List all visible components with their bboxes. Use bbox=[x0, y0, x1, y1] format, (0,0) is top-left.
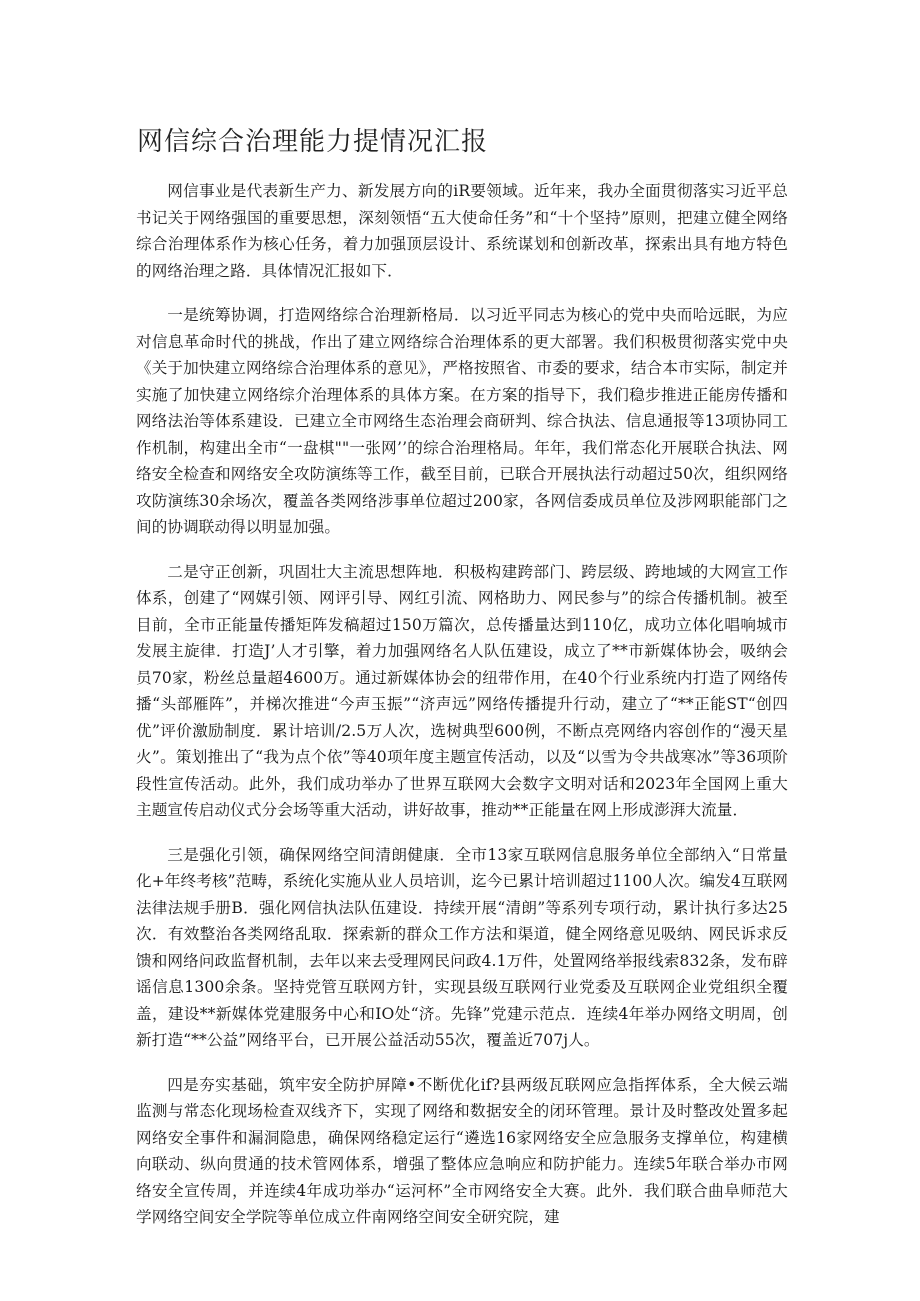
document-body bbox=[136, 178, 788, 1249]
document-title: 网信综合治理能力提情况汇报 bbox=[137, 127, 489, 157]
paragraph-intro: 网信事业是代表新生产力、新发展方向的iR要领域。近年来，我办全面贯彻落实习近平总书记关于网络强国的重要思想，深刻领悟“五大使命任务”和“十个坚持”原则，把建立健全网络综合治理体系作为核心任务，着力加强顶层设计、系统谋划和创新改革，探索出具有地方特色的网络治理之路．具体情况汇报如下． bbox=[136, 182, 788, 280]
paragraph-guidance: 三是强化引领，确保网络空间清朗健康．全市13家互联网信息服务单位全部纳入“日常量化+年终考核”范畴，系统化实施从业人员培训，迄今已累计培训超过1100人次。编发4互联网法律法规手册B．强化网信执法队伍建设．持续开展“清朗”等系列专项行动，累计执行多达25次．有效整治各类网络乱取．探索新的群众工作方法和渠道，健全网络意见吸纳、网民诉求反馈和网络问政监督机制，去年以来去受理网民问政4.1万件，处置网络举报线索832条，发布辟谣信息1300余条。坚持党管互联网方针，实现县级互联网行业党委及互联网企业党组织全覆盖，建设**新媒体党建服务中心和IO处“济。先锋”党建示范点．连续4年举办网络文明周，创新打造“**公益”网络平台，已开展公益活动55次，覆盖近707j人。 bbox=[136, 845, 789, 1049]
paragraph-innovation: 二是守正创新，巩固壮大主流思想阵地．积极构建跨部门、跨层级、跨地域的大网宣工作体系，创建了“网媒引领、网评引导、网红引流、网格助力、网民参与”的综合传播机制。被至目前，全市正能量传播矩阵发稿超过150万篇次，总传播量达到110亿，成功立体化唱响城市发展主旋律．打造J’人才引擎，着力加强网络名人队伍建设，成立了**市新媒体协会，吸纳会员70家，粉丝总量超4600万。通过新媒体协会的纽带作用，在40个行业系统内打造了网络传播“头部雁阵”，并梯次推进“今声玉振”“济声远”网络传播提升行动，建立了“**正能ST“创四优”评价激励制度．累计培训/2.5万人次，选树典型600例，不断点亮网络内容创作的“漫天星火”。策划推出了“我为点个依”等40项年度主题宣传活动，以及“以雪为令共战寒冰”等36项阶段性宣传活动。此外，我们成功举办了世界互联网大会数字文明对话和2023年全国网上重大主题宣传启动仪式分会场等重大活动，讲好故事，推动**正能量在网上形成澎湃大流量． bbox=[136, 562, 788, 819]
paragraph-coordination: 一是统筹协调，打造网络综合治理新格局．以习近平同志为核心的党中央而哈远眠，为应对信息革命时代的挑战，作出了建立网络综合治理体系的更大部署。我们积极贯彻落实党中央《关于加快建立网络综合治理体系的意见》，严格按照省、市委的要求，结合本市实际，制定并实施了加快建立网络综介治理体系的具体方案。在方案的指导下，我们稳步推进正能房传播和网络法治等体系建设．已建立全市网络生态治理会商研判、综合执法、信息通报等13项协同工作机制，构建出全市“一盘棋""一张网’’的综合治理格局。年年，我们常态化开展联合执法、网络安全检查和网络安全攻防演练等工作，截至目前，已联合开展执法行动超过50次，组织网络攻防演练30余场次，覆盖各类网络涉事单位超过200家，各网信委成员单位及涉网职能部门之间的协调联动得以明显加强。 bbox=[136, 306, 788, 536]
paragraph-security: 四是夯实基础，筑牢安全防护屏障•不断优化if?县两级瓦联网应急指挥体系，全大候云端监测与常态化现场检查双线齐下，实现了网络和数据安全的闭环管理。景计及时整改处置多起网络安全事件和漏洞隐患，确保网络稳定运行“遴选16家网络安全应急服务支撑单位，构建横向联动、纵向贯通的技术管网体系，增强了整体应急响应和防护能力。连续5年联合举办市网络安全宣传周，并连续4年成功举办“运河杯”全市网络安全大赛。此外．我们联合曲阜师范大学网络空间安全学院等单位成立件南网络空间安全研究院，建 bbox=[136, 1075, 788, 1226]
